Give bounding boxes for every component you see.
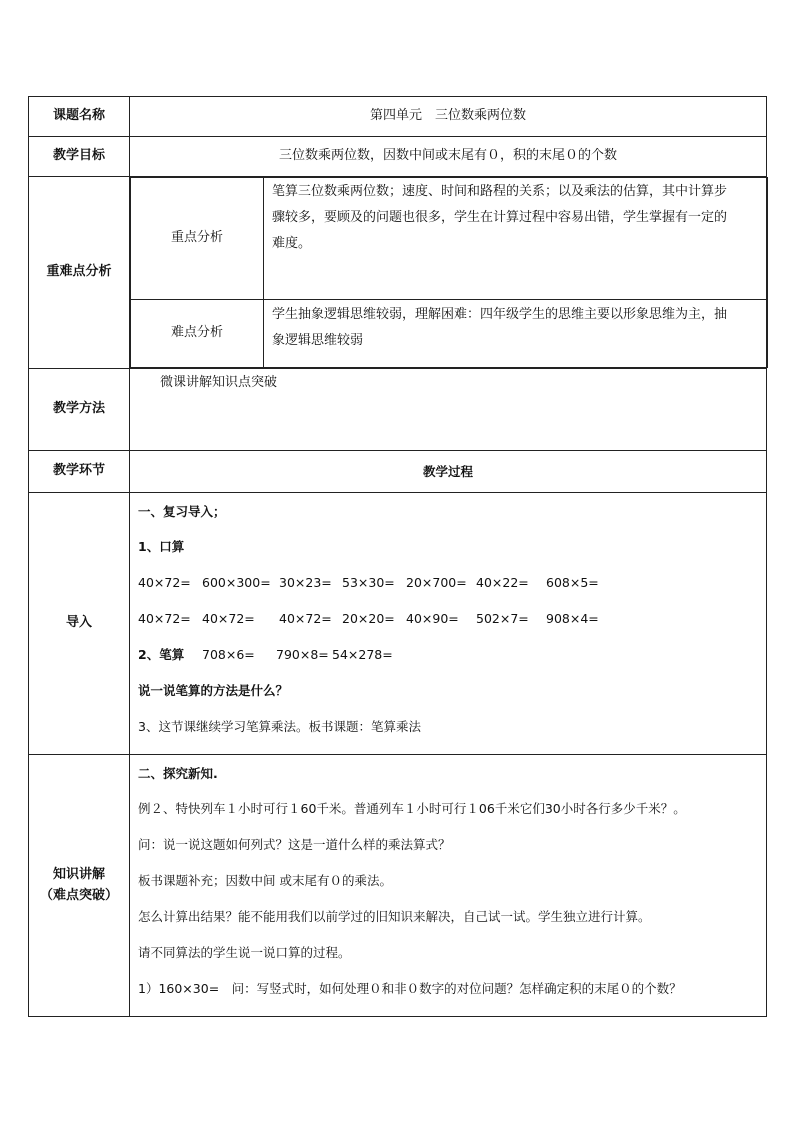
written-title: 2、笔算	[138, 647, 185, 662]
hard-point-label: 难点分析	[131, 300, 264, 368]
oral-row-2	[138, 601, 758, 637]
knowledge-example: 例２、特快列车１小时可行１60千米。普通列车１小时可行１06千米它们30小时各行多少千米？。	[138, 801, 686, 816]
knowledge-content	[130, 755, 767, 1017]
oral-2-7: 908×4=	[546, 611, 599, 626]
course-name-label: 课题名称	[29, 97, 130, 137]
knowledge-label-sub: （难点突破）	[39, 887, 118, 903]
intro-content	[130, 493, 767, 755]
row-course-name	[29, 97, 767, 137]
oral-2-2: 40×72=	[202, 611, 255, 626]
method-value: 微课讲解知识点突破	[130, 369, 767, 451]
teaching-goal-value: 三位数乘两位数，因数中间或末尾有０，积的末尾０的个数	[130, 137, 767, 177]
intro-question: 说一说笔算的方法是什么？	[138, 683, 289, 698]
row-knowledge	[29, 755, 767, 1017]
row-difficulty	[29, 177, 767, 369]
oral-row-1	[138, 565, 758, 601]
stages-label: 教学环节	[29, 451, 130, 493]
intro-label: 导入	[29, 493, 130, 755]
key-point-label: 重点分析	[131, 178, 264, 300]
oral-2-4: 20×20=	[342, 611, 395, 626]
knowledge-heading: 二、探究新知.	[138, 766, 218, 781]
row-teaching-goal	[29, 137, 767, 177]
written-1: 708×6=	[202, 647, 255, 662]
oral-title: 1、口算	[138, 539, 185, 554]
knowledge-ask: 问：说一说这题如何列式？这是一道什么样的乘法算式？	[138, 837, 451, 852]
intro-heading: 一、复习导入；	[138, 504, 226, 519]
row-teaching-method	[29, 369, 767, 451]
course-name-value: 第四单元 三位数乘两位数	[130, 97, 767, 137]
key-point-line-2: 骤较多，要顾及的问题也很多，学生在计算过程中容易出错，学生掌握有一定的	[272, 210, 728, 225]
oral-2-5: 40×90=	[406, 611, 459, 626]
oral-2-3: 40×72=	[279, 611, 332, 626]
oral-1-1: 40×72=	[138, 575, 191, 590]
oral-1-5: 20×700=	[406, 575, 467, 590]
knowledge-label	[29, 755, 130, 1017]
hard-point-line-1: 学生抽象逻辑思维较弱，理解困难：四年级学生的思维主要以形象思维为主，抽	[272, 307, 728, 322]
oral-2-1: 40×72=	[138, 611, 191, 626]
oral-1-6: 40×22=	[476, 575, 529, 590]
difficulty-cell	[130, 177, 767, 369]
difficulty-inner-table	[130, 177, 768, 368]
knowledge-share: 请不同算法的学生说一说口算的过程。	[138, 945, 351, 960]
oral-1-3: 30×23=	[279, 575, 332, 590]
written-3: 54×278=	[332, 647, 393, 662]
oral-1-4: 53×30=	[342, 575, 395, 590]
knowledge-supplement: 板书课题补充；因数中间 或末尾有０的乘法。	[138, 873, 392, 888]
oral-2-6: 502×7=	[476, 611, 529, 626]
lesson-plan-table	[28, 96, 767, 1017]
knowledge-label-main: 知识讲解	[52, 867, 105, 883]
knowledge-step1: 1）160×30= 问：写竖式时，如何处理０和非０数字的对位问题？怎样确定积的末尾０的个数？	[138, 981, 682, 996]
method-label: 教学方法	[29, 369, 130, 451]
written-2: 790×8=	[276, 647, 329, 662]
difficulty-label: 重难点分析	[29, 177, 130, 369]
key-point-line-1: 笔算三位数乘两位数；速度、时间和路程的关系；以及乘法的估算，其中计算步	[272, 184, 728, 199]
process-label: 教学过程	[130, 451, 767, 493]
teaching-goal-label: 教学目标	[29, 137, 130, 177]
hard-point-line-2: 象逻辑思维较弱	[272, 333, 364, 348]
knowledge-how: 怎么计算出结果？能不能用我们以前学过的旧知识来解决，自己试一试。学生独立进行计算。	[138, 909, 651, 924]
key-point-text	[264, 178, 768, 300]
oral-1-2: 600×300=	[202, 575, 271, 590]
row-stages-header	[29, 451, 767, 493]
written-row	[138, 637, 758, 673]
intro-board: 3、这节课继续学习笔算乘法。板书课题：笔算乘法	[138, 719, 421, 734]
oral-1-7: 608×5=	[546, 575, 599, 590]
key-point-line-3: 难度。	[272, 236, 312, 251]
row-intro	[29, 493, 767, 755]
hard-point-text	[264, 300, 768, 368]
